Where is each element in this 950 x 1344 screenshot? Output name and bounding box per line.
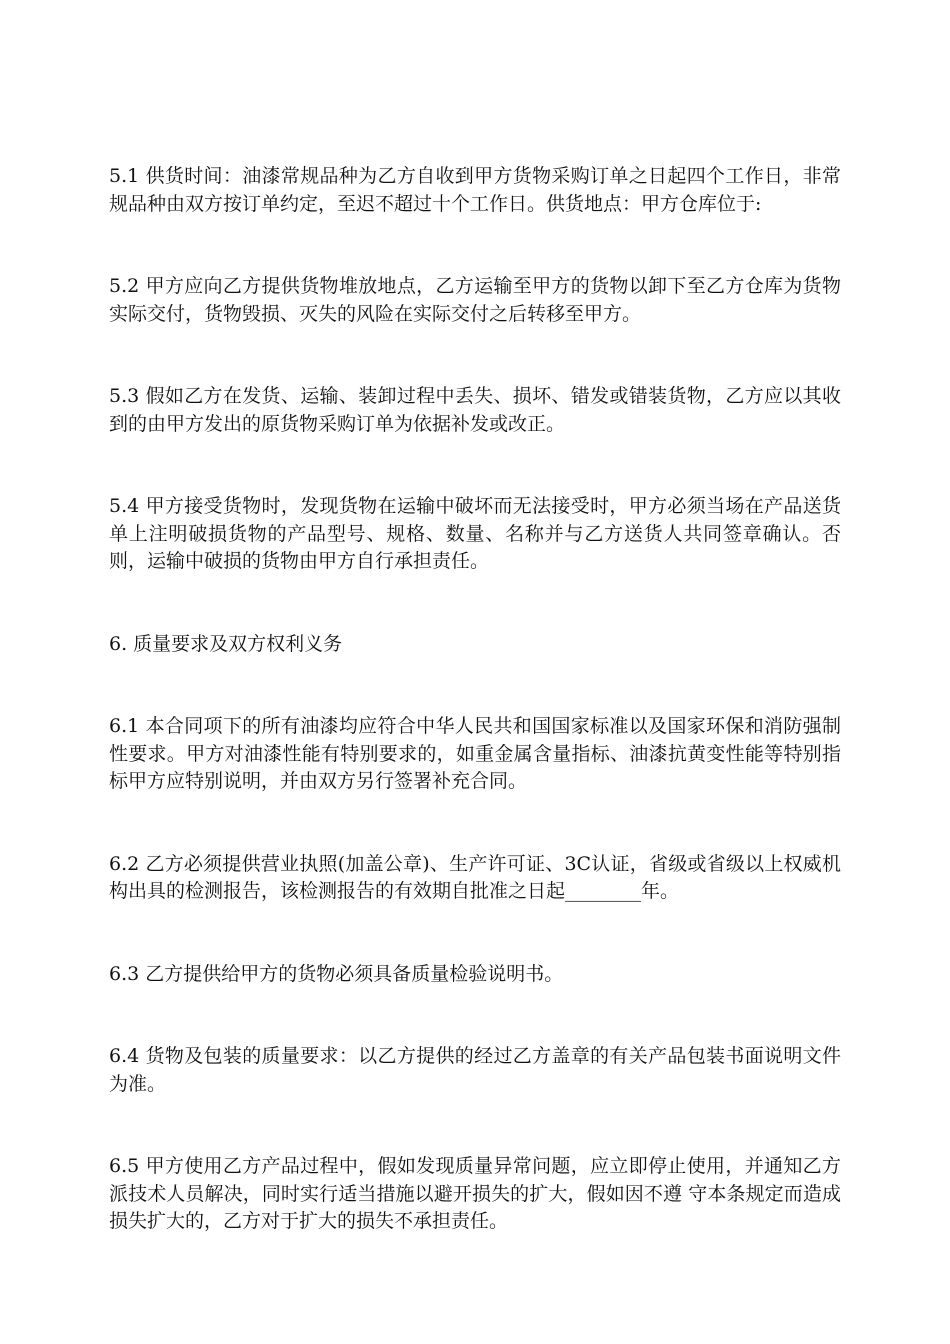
section-6-heading: 6. 质量要求及双方权利义务 [109,632,343,655]
clause-6-2: 6.2 乙方必须提供营业执照(加盖公章)、生产许可证、3C认证，省级或省级以上权威机构出具的检测报告，该检测报告的有效期自批准之日起________年。 [109,852,841,902]
clause-5-2: 5.2 甲方应向乙方提供货物堆放地点，乙方运输至甲方的货物以卸下至乙方仓库为货物实际交付，货物毁损、灭失的风险在实际交付之后转移至甲方。 [109,275,841,325]
clause-6-5: 6.5 甲方使用乙方产品过程中，假如发现质量异常问题，应立即停止使用，并通知乙方派技术人员解决，同时实行适当措施以避开损失的扩大，假如因不遵 守本条规定而造成损失扩大的，乙方对于扩大的损失不承担责任。 [109,1155,841,1232]
clause-5-1: 5.1 供货时间：油漆常规品种为乙方自收到甲方货物采购订单之日起四个工作日，非常规品种由双方按订单约定，至迟不超过十个工作日。供货地点：甲方仓库位于: [109,165,841,215]
document-body [109,163,841,1291]
clause-5-4: 5.4 甲方接受货物时，发现货物在运输中破坏而无法接受时，甲方必须当场在产品送货单上注明破损货物的产品型号、规格、数量、名称并与乙方送货人共同签章确认。否则，运输中破损的货物由甲方自行承担责任。 [109,495,841,572]
clause-5-3: 5.3 假如乙方在发货、运输、装卸过程中丢失、损坏、错发或错装货物，乙方应以其收到的由甲方发出的原货物采购订单为依据补发或改正。 [109,385,841,435]
clause-6-4: 6.4 货物及包装的质量要求：以乙方提供的经过乙方盖章的有关产品包装书面说明文件为准。 [109,1045,841,1095]
clause-6-1: 6.1 本合同项下的所有油漆均应符合中华人民共和国国家标准以及国家环保和消防强制性要求。甲方对油漆性能有特别要求的，如重金属含量指标、油漆抗黄变性能等特别指标甲方应特别说明，并由双方另行签署补充合同。 [109,715,841,792]
clause-6-3: 6.3 乙方提供给甲方的货物必须具备质量检验说明书。 [109,962,564,985]
